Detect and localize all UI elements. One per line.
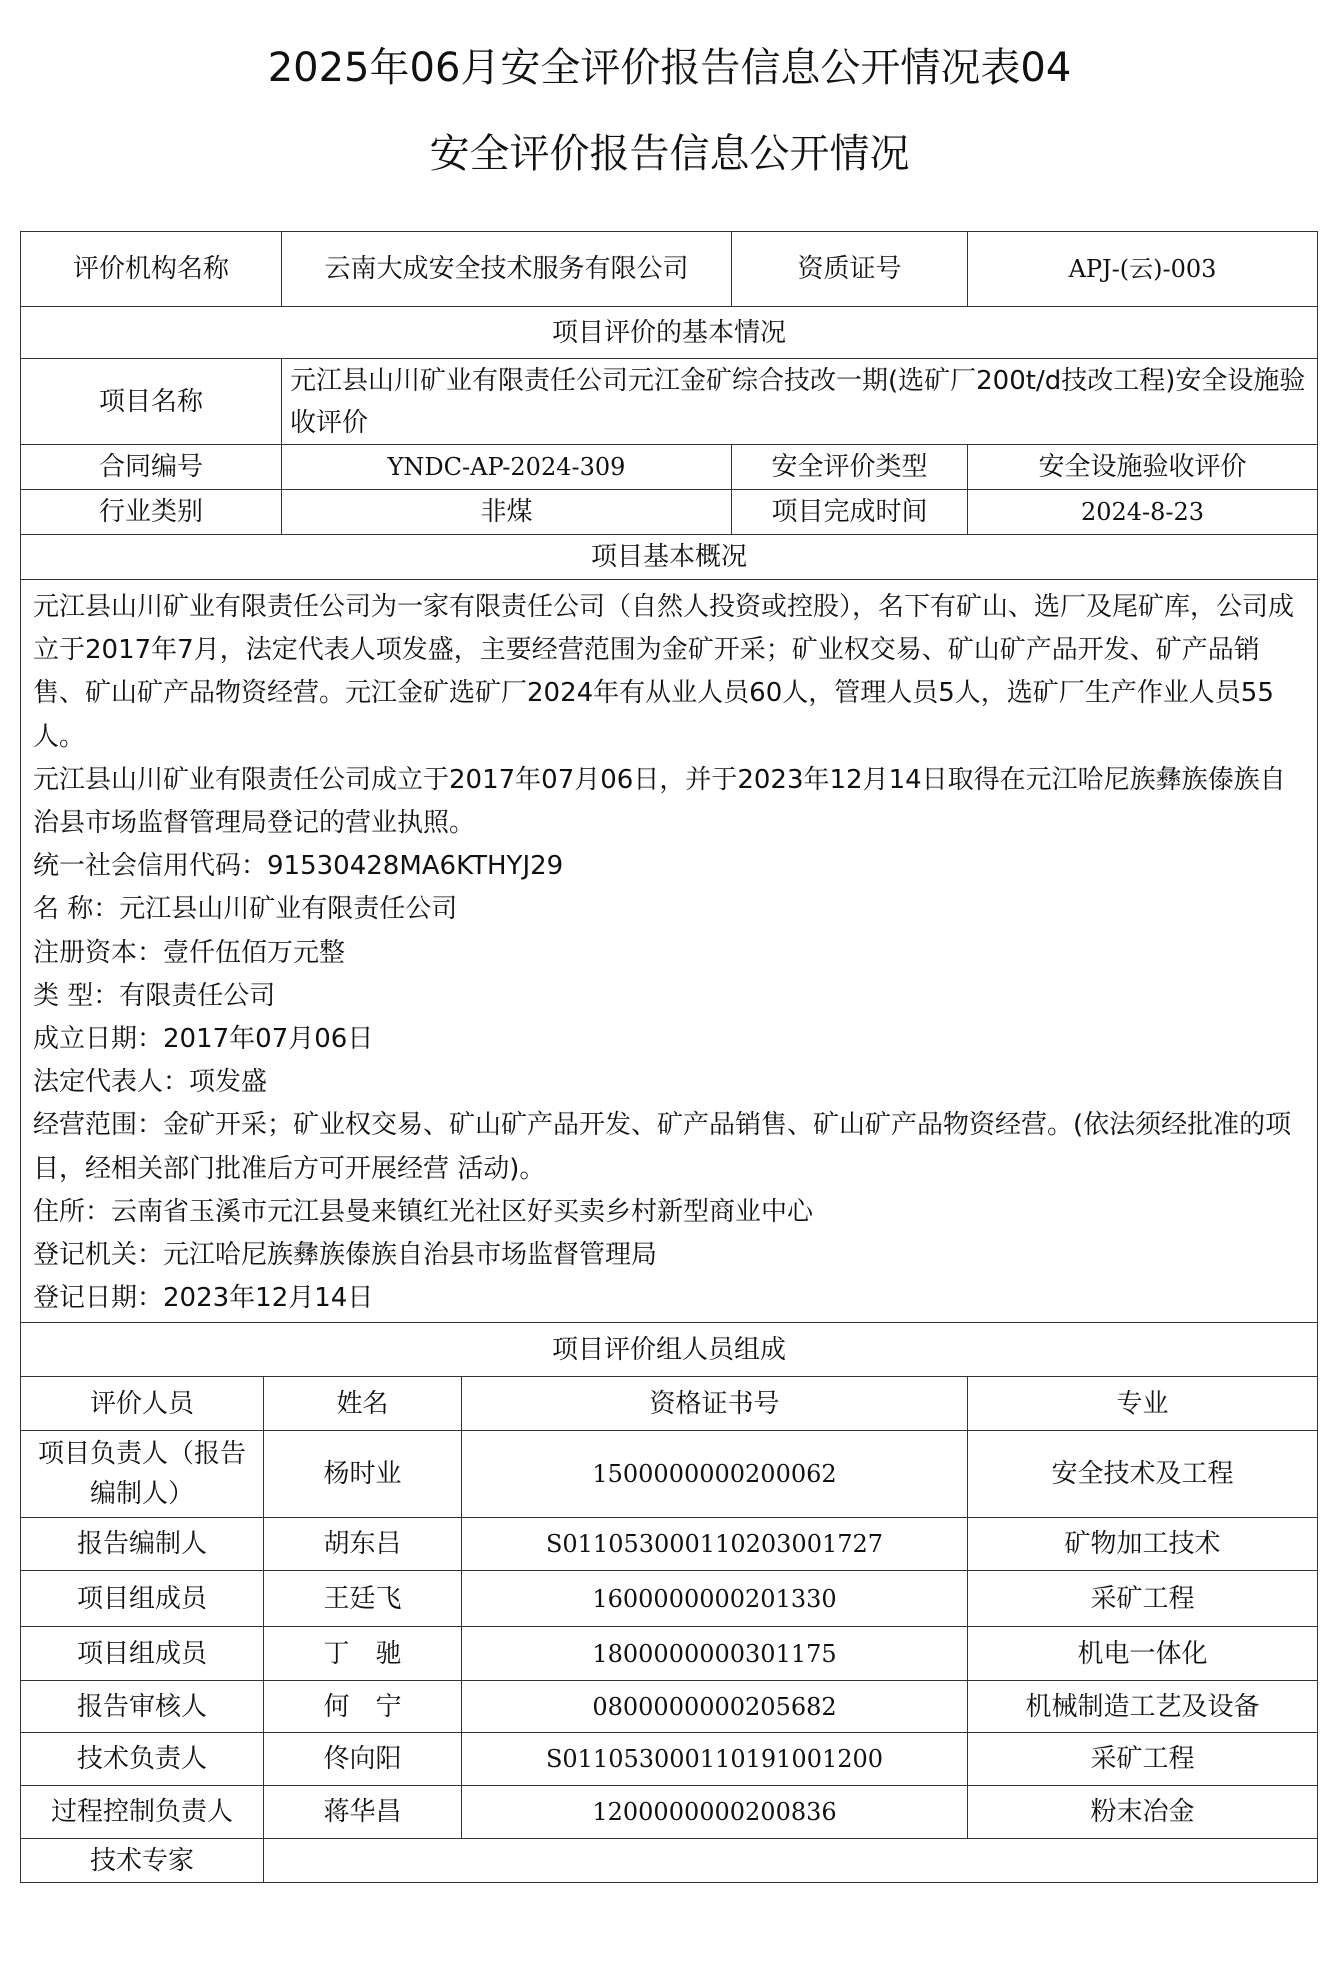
overview-section-title: 项目基本概况 — [21, 535, 1318, 580]
overview-paragraph: 经营范围：金矿开采；矿业权交易、矿山矿产品开发、矿产品销售、矿山矿产品物资经营。(依法须经批准的项目，经相关部门批准后方可开展经营 活动)。 — [33, 1110, 1292, 1184]
contract-value: YNDC-AP-2024-309 — [282, 445, 732, 490]
member-name: 何 宁 — [264, 1681, 462, 1733]
member-cert: 1800000000301175 — [462, 1627, 968, 1681]
member-major: 采矿工程 — [968, 1733, 1318, 1786]
member-role: 技术负责人 — [21, 1733, 264, 1786]
member-role: 项目组成员 — [21, 1627, 264, 1681]
table-row — [21, 1571, 1318, 1627]
member-role: 报告审核人 — [21, 1681, 264, 1733]
industry-row — [21, 490, 1318, 535]
team-section-title: 项目评价组人员组成 — [21, 1323, 1318, 1377]
cert-value: APJ-(云)-003 — [968, 232, 1318, 307]
industry-value: 非煤 — [282, 490, 732, 535]
member-role: 报告编制人 — [21, 1518, 264, 1571]
team-table — [20, 1322, 1318, 1883]
table-row — [21, 1733, 1318, 1786]
contract-row — [21, 445, 1318, 490]
eval-type-label: 安全评价类型 — [732, 445, 968, 490]
member-name: 佟向阳 — [264, 1733, 462, 1786]
member-name: 王廷飞 — [264, 1571, 462, 1627]
member-role: 项目负责人（报告编制人） — [21, 1431, 264, 1518]
member-name: 胡东吕 — [264, 1518, 462, 1571]
info-table — [20, 231, 1318, 1323]
basic-section-row — [21, 307, 1318, 359]
member-name: 蒋华昌 — [264, 1786, 462, 1839]
table-row — [21, 1518, 1318, 1571]
overview-row — [21, 580, 1318, 1323]
team-header-cert: 资格证书号 — [462, 1377, 968, 1431]
org-name-value: 云南大成安全技术服务有限公司 — [282, 232, 732, 307]
project-name-label: 项目名称 — [21, 359, 282, 445]
basic-section-title: 项目评价的基本情况 — [21, 307, 1318, 359]
member-role: 过程控制负责人 — [21, 1786, 264, 1839]
expert-row — [21, 1839, 1318, 1883]
overview-paragraph: 元江县山川矿业有限责任公司成立于2017年07月06日，并于2023年12月14日取得在元江哈尼族彝族傣族自治县市场监督管理局登记的营业执照。 — [33, 764, 1286, 839]
member-name: 丁 驰 — [264, 1627, 462, 1681]
contract-label: 合同编号 — [21, 445, 282, 490]
finish-label: 项目完成时间 — [732, 490, 968, 535]
table-row — [21, 1431, 1318, 1518]
table-row — [21, 1627, 1318, 1681]
overview-paragraph: 成立日期：2017年07月06日 — [33, 1024, 374, 1055]
member-cert: 1600000000201330 — [462, 1571, 968, 1627]
overview-paragraph: 注册资本：壹仟伍佰万元整 — [33, 937, 346, 968]
overview-paragraph: 登记机关：元江哈尼族彝族傣族自治县市场监督管理局 — [33, 1240, 658, 1271]
overview-section-row — [21, 535, 1318, 580]
member-cert: 0800000000205682 — [462, 1681, 968, 1733]
team-header-name: 姓名 — [264, 1377, 462, 1431]
member-major: 采矿工程 — [968, 1571, 1318, 1627]
project-name-row — [21, 359, 1318, 445]
member-major: 机械制造工艺及设备 — [968, 1681, 1318, 1733]
member-major: 矿物加工技术 — [968, 1518, 1318, 1571]
page-title: 2025年06月安全评价报告信息公开情况表04 — [267, 45, 1072, 91]
team-section-row — [21, 1323, 1318, 1377]
overview-paragraph: 名 称：元江县山川矿业有限责任公司 — [33, 894, 458, 925]
member-name: 杨时业 — [264, 1431, 462, 1518]
table-row — [21, 1681, 1318, 1733]
overview-paragraph: 类 型：有限责任公司 — [33, 980, 276, 1011]
member-role: 项目组成员 — [21, 1571, 264, 1627]
org-row — [21, 232, 1318, 307]
member-cert: S011053000110191001200 — [462, 1733, 968, 1786]
team-header-major: 专业 — [968, 1377, 1318, 1431]
cert-label: 资质证号 — [732, 232, 968, 307]
member-major: 安全技术及工程 — [968, 1431, 1318, 1518]
page-subtitle: 安全评价报告信息公开情况 — [429, 131, 910, 177]
member-major: 机电一体化 — [968, 1627, 1318, 1681]
finish-value: 2024-8-23 — [968, 490, 1318, 535]
expert-label: 技术专家 — [21, 1839, 264, 1883]
member-major: 粉末冶金 — [968, 1786, 1318, 1839]
member-cert: 1200000000200836 — [462, 1786, 968, 1839]
member-cert: S011053000110203001727 — [462, 1518, 968, 1571]
table-row — [21, 1786, 1318, 1839]
member-cert: 1500000000200062 — [462, 1431, 968, 1518]
org-name-label: 评价机构名称 — [21, 232, 282, 307]
overview-paragraph: 统一社会信用代码：91530428MA6KTHYJ29 — [33, 851, 564, 882]
overview-body — [21, 580, 1318, 1323]
industry-label: 行业类别 — [21, 490, 282, 535]
overview-paragraph: 住所：云南省玉溪市元江县曼来镇红光社区好买卖乡村新型商业中心 — [33, 1196, 814, 1227]
team-header-role: 评价人员 — [21, 1377, 264, 1431]
overview-paragraph: 元江县山川矿业有限责任公司为一家有限责任公司（自然人投资或控股），名下有矿山、选厂及尾矿库，公司成立于2017年7月，法定代表人项发盛，主要经营范围为金矿开采；矿业权交易、矿山矿产品开发、矿产品销售、矿山矿产品物资经营。元江金矿选矿厂2024年有从业人员60人，管理人员5人，选矿厂生产作业人员55人。 — [33, 592, 1295, 752]
team-header-row — [21, 1377, 1318, 1431]
project-name-value: 元江县山川矿业有限责任公司元江金矿综合技改一期(选矿厂200t/d技改工程)安全设施验收评价 — [282, 359, 1318, 445]
overview-paragraph: 法定代表人：项发盛 — [33, 1067, 268, 1098]
expert-value — [264, 1839, 1318, 1883]
overview-paragraph: 登记日期：2023年12月14日 — [33, 1283, 374, 1314]
eval-type-value: 安全设施验收评价 — [968, 445, 1318, 490]
